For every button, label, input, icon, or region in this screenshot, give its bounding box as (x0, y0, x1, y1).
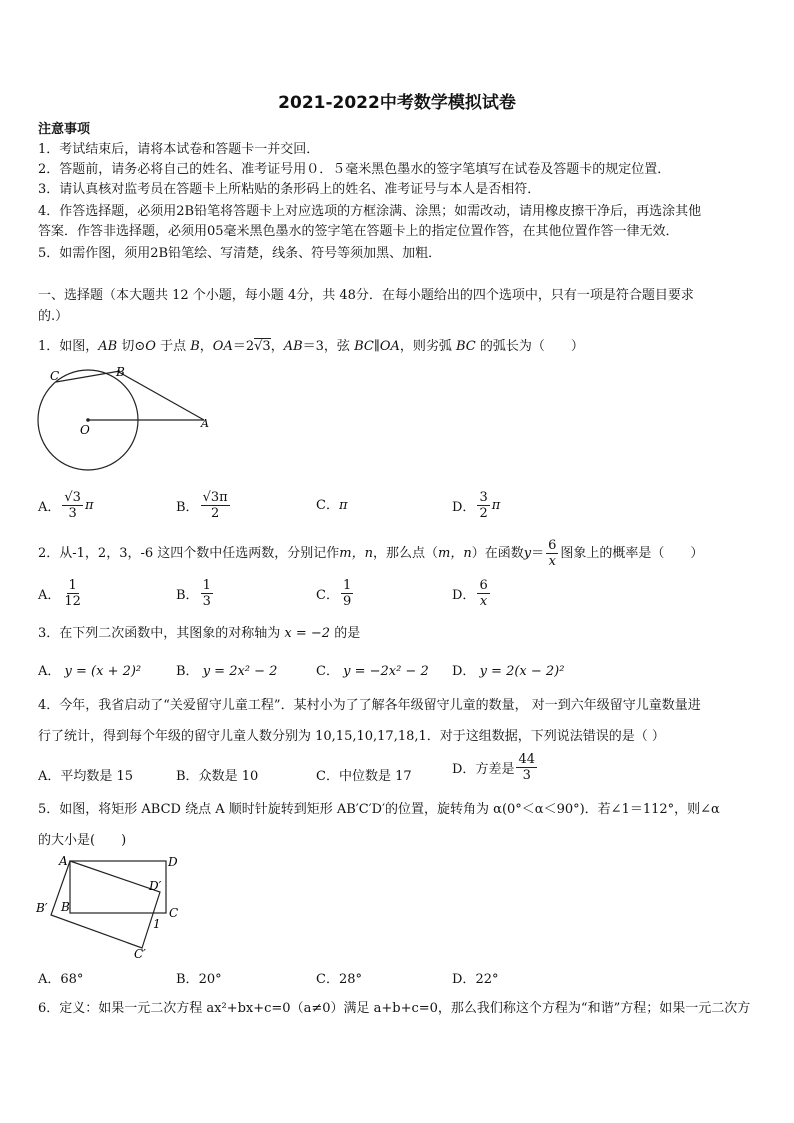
label-a: A (201, 417, 209, 430)
option-c[interactable]: C． y = −2x² − 2 (316, 664, 429, 679)
note-item: 1．考试结束后，请将本试卷和答题卡一并交回． (38, 142, 320, 157)
option-a[interactable]: A． $\frac{√3}{3}$ π (38, 490, 94, 521)
note-item: 3．请认真核对监考员在答题卡上所粘贴的条形码上的姓名、准考证号与本人是否相符． (38, 182, 541, 197)
option-d[interactable]: D． $\frac{3}{2}$ π (452, 490, 501, 521)
question-5-stem-line: 的大小是( ) (38, 833, 127, 848)
note-item: 4．作答选择题，必须用2B铅笔将答题卡上对应选项的方框涂满、涂黑；如需改动，请用橡皮擦干净后，再选涂其他 (38, 204, 702, 219)
option-b[interactable]: B．众数是 10 (176, 769, 259, 784)
label-c: C (169, 906, 179, 920)
label-c-prime: C′ (134, 947, 146, 961)
label-b: B (61, 900, 70, 914)
chord-bc (56, 371, 120, 382)
option-b[interactable]: B． $\frac{√3\pi}{2}$ (176, 490, 228, 521)
page-title: 2021-2022中考数学模拟试卷 (278, 93, 516, 113)
option-d[interactable]: D． $\frac{6}{x}$ (452, 578, 488, 609)
question-6-stem: 6．定义：如果一元二次方程 ax²+bx+c=0（a≠0）满足 a+b+c=0，那么我们称这个方程为“和谐”方程；如果一元二次方 (38, 1001, 751, 1016)
option-d[interactable]: D．22° (452, 972, 499, 987)
tangent-ab (117, 371, 204, 420)
note-item: 答案．作答非选择题，必须用05毫米黑色墨水的签字笔在答题卡上的指定位置作答，在其他位置作答一律无效． (38, 224, 679, 239)
option-a[interactable]: A． y = (x + 2)² (38, 664, 142, 679)
label-c: C (50, 369, 60, 383)
section-header-line: 的.） (38, 309, 69, 324)
label-d-prime: D′ (149, 879, 162, 893)
label-angle-1: 1 (153, 917, 161, 931)
section-header-line: 一、选择题（本大题共 12 个小题，每小题 4分，共 48分．在每小题给出的四个选项中，只有一项是符合题目要求 (38, 288, 694, 303)
notes-heading: 注意事项 (38, 122, 91, 137)
option-d[interactable]: D． 方差是 $\frac{44}{3}$ (452, 752, 535, 783)
question-1-figure (30, 362, 220, 477)
option-d[interactable]: D． y = 2(x − 2)² (452, 664, 565, 679)
option-a[interactable]: A．平均数是 15 (38, 769, 134, 784)
question-5-figure (30, 852, 190, 964)
label-d: D (168, 855, 178, 869)
option-b[interactable]: B． y = 2x² − 2 (176, 664, 278, 679)
label-a: A (59, 854, 68, 868)
label-b-prime: B′ (36, 901, 48, 915)
question-4-stem-line: 4．今年，我省启动了“关爱留守儿童工程”．某村小为了了解各年级留守儿童的数量， 对一到六年级留守儿童数量进 (38, 698, 701, 713)
label-b: B (116, 365, 125, 379)
option-a[interactable]: A．68° (38, 972, 84, 987)
note-item: 5．如需作图，须用2B铅笔绘、写清楚，线条、符号等须加黑、加粗． (38, 246, 442, 261)
center-point (86, 418, 90, 422)
option-b[interactable]: B．20° (176, 972, 222, 987)
note-item: 2．答题前，请务必将自己的姓名、准考证号用０．５毫米黑色墨水的签字笔填写在试卷及答题卡的规定位置． (38, 162, 671, 177)
option-a[interactable]: A． $\frac{1}{12}$ (38, 578, 81, 609)
option-c[interactable]: C． $\frac{1}{9}$ (316, 578, 352, 609)
option-c[interactable]: C．28° (316, 972, 362, 987)
option-b[interactable]: B． $\frac{1}{3}$ (176, 578, 211, 609)
option-c[interactable]: C．π (316, 498, 348, 513)
label-o: O (80, 423, 90, 437)
question-1-stem: 1．如图，AB 切⊙O 于点 B，OA＝2√3，AB＝3，弦 BC∥OA，则劣弧 BC 的弧长为（ ） (38, 339, 584, 354)
question-4-stem-line: 行了统计，得到每个年级的留守儿童人数分别为 10,15,10,17,18,1．对于这组数据，下列说法错误的是（ ） (38, 729, 665, 744)
question-3-stem: 3．在下列二次函数中，其图象的对称轴为 x = −2 的是 (38, 626, 361, 641)
question-2-stem: 2．从-1，2，3，-6 这四个数中任选两数，分别记作 m，n ，那么点（ m，n ）在函数 y ＝ $\frac{6}{x}$ 图象上的概率是（ ） (38, 538, 704, 569)
question-5-stem-line: 5．如图，将矩形 ABCD 绕点 A 顺时针旋转到矩形 AB′C′D′的位置，旋转角为 α(0°＜α＜90°)．若∠1＝112°，则∠α (38, 802, 720, 817)
option-c[interactable]: C．中位数是 17 (316, 769, 412, 784)
